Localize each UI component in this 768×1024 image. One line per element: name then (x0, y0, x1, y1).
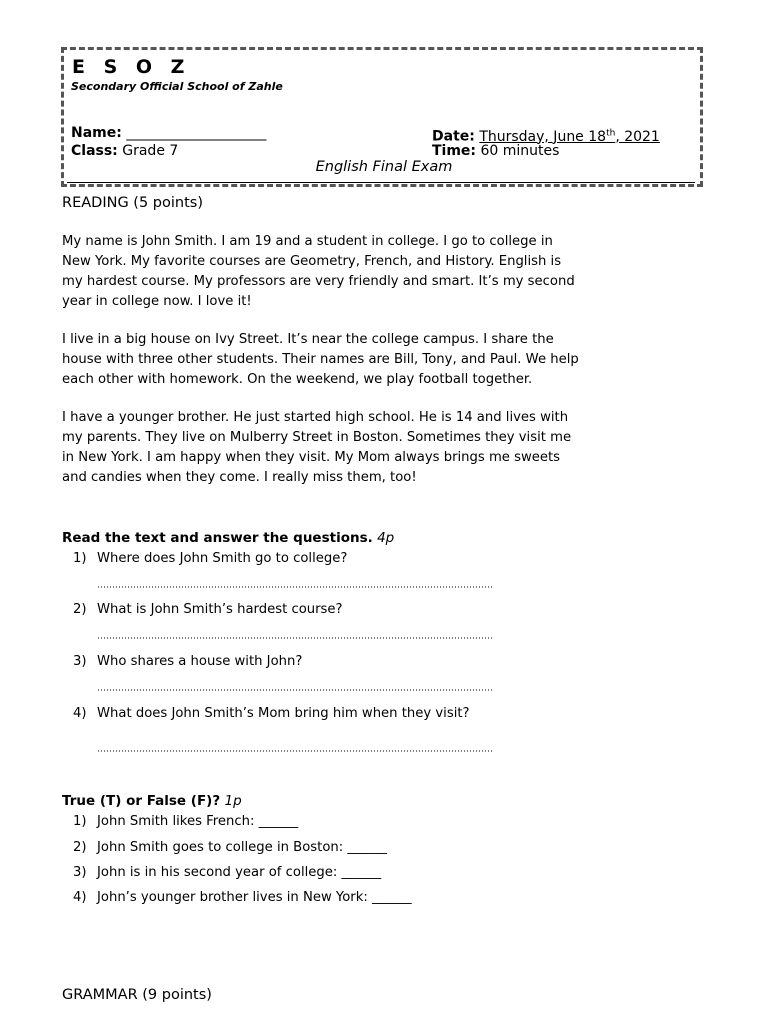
reading-paragraph: My name is John Smith. I am 19 and a student in college. I go to college in New York. My favorite courses are Geometry, French, and History. English is my hardest course. My professors are very friendly and smart. It’s my second year in college now. I love it! (62, 234, 575, 309)
question-item: 4) What does John Smith’s Mom bring him when they visit? (73, 706, 470, 721)
name-field (71, 124, 266, 142)
true-false-points: 1p (224, 793, 242, 809)
answer-line[interactable] (97, 750, 492, 752)
questions-instruction: Read the text and answer the questions. 4p (62, 530, 395, 546)
name-label: Name: (71, 125, 122, 141)
time-field (432, 142, 559, 160)
true-false-item[interactable]: 4) John’s younger brother lives in New York: ______ (73, 890, 412, 905)
answer-line[interactable] (97, 689, 492, 691)
question-item: 3) Who shares a house with John? (73, 654, 303, 669)
true-false-item[interactable]: 2) John Smith goes to college in Boston: ______ (73, 840, 387, 855)
questions-points: 4p (377, 530, 395, 546)
question-item: 2) What is John Smith’s hardest course? (73, 602, 343, 617)
class-label: Class: (71, 143, 118, 159)
question-item: 1) Where does John Smith go to college? (73, 551, 348, 566)
class-value: Grade 7 (122, 143, 179, 159)
date-value: Thursday, June 18th, 2021 (479, 128, 660, 145)
true-false-item[interactable]: 1) John Smith likes French: ______ (73, 814, 299, 829)
header-divider (67, 182, 695, 183)
answer-line[interactable] (97, 637, 492, 639)
true-false-instruction: True (T) or False (F)? 1p (62, 793, 242, 809)
time-label: Time: (432, 143, 477, 159)
exam-title: English Final Exam (315, 159, 453, 175)
reading-paragraph: I have a younger brother. He just started high school. He is 14 and lives with my parents. They live on Mulberry Street in Boston. Sometimes they visit me in New York. I am happy when they visit. My Mom always brings me sweets and candies when they come. I really miss them, too! (62, 410, 572, 485)
grammar-section-title: GRAMMAR (9 points) (62, 987, 212, 1003)
time-value: 60 minutes (480, 143, 560, 159)
date-label: Date: (432, 128, 475, 145)
reading-paragraph: I live in a big house on Ivy Street. It’s near the college campus. I share the house with three other students. Their names are Bill, Tony, and Paul. We help each other with homework. On the weekend, we play football together. (62, 332, 579, 387)
class-field (71, 142, 178, 160)
reading-section-title: READING (5 points) (62, 195, 203, 211)
school-name: Secondary Official School of Zahle (71, 80, 283, 93)
answer-line[interactable] (97, 586, 492, 588)
reading-passage (62, 232, 582, 488)
school-abbreviation: E S O Z (72, 56, 191, 78)
true-false-item[interactable]: 3) John is in his second year of college: ______ (73, 865, 382, 880)
name-blank: ____________________ (126, 125, 267, 141)
